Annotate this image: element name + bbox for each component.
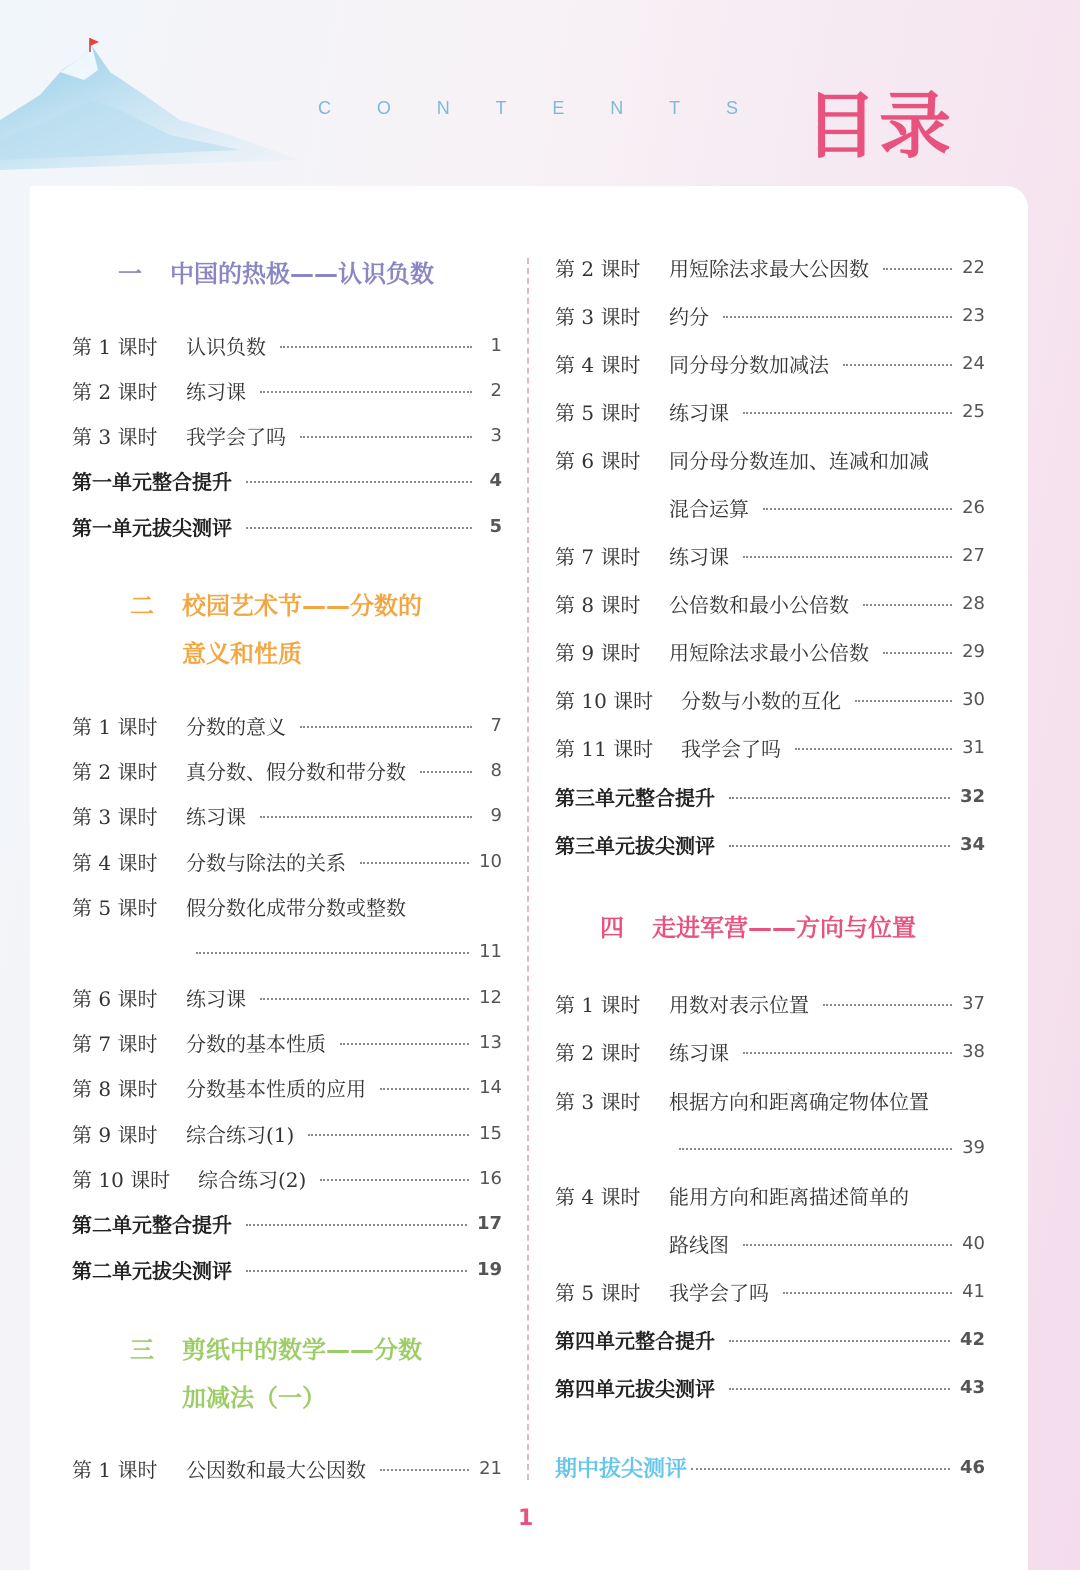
midterm-title: 期中拔尖测评 — [555, 1456, 688, 1482]
page-ref: 8 — [490, 759, 502, 781]
dot-leader — [883, 652, 952, 654]
lesson-title: 公倍数和最小公倍数 — [669, 592, 849, 617]
dot-leader — [246, 481, 472, 483]
toc-entry-wrapped[interactable] — [555, 1085, 985, 1115]
page-ref: 26 — [962, 496, 985, 518]
lesson-number: 第 10 课时 — [555, 688, 654, 713]
lesson-number: 第 2 课时 — [72, 759, 158, 784]
page-ref: 13 — [479, 1031, 502, 1053]
toc-entry-summary[interactable] — [72, 1208, 502, 1238]
page-ref: 34 — [959, 833, 985, 855]
lesson-number: 第 1 课时 — [72, 1457, 158, 1482]
lesson-title: 能用方向和距离描述简单的 — [669, 1184, 909, 1209]
unit-heading-1 — [118, 254, 434, 289]
toc-entry[interactable] — [72, 1163, 502, 1193]
dot-leader — [380, 1469, 469, 1471]
lesson-number: 第 3 课时 — [555, 1089, 641, 1114]
lesson-number: 第 8 课时 — [72, 1076, 158, 1101]
summary-title: 第一单元拔尖测评 — [72, 515, 232, 540]
dot-leader — [795, 748, 952, 750]
toc-entry[interactable] — [555, 540, 985, 570]
lesson-number: 第 7 课时 — [72, 1031, 158, 1056]
unit-title: 校园艺术节——分数的 — [182, 592, 422, 620]
toc-entry[interactable] — [555, 988, 985, 1018]
dot-leader — [729, 797, 950, 799]
lesson-number: 第 5 课时 — [555, 1280, 641, 1305]
dot-leader — [260, 391, 472, 393]
page-ref: 15 — [479, 1122, 502, 1144]
toc-entry[interactable] — [72, 710, 502, 740]
dot-leader — [360, 862, 469, 864]
unit-number: 二 — [130, 592, 154, 620]
dot-leader — [246, 1224, 467, 1226]
page-number: 1 — [518, 1506, 534, 1531]
dot-leader — [260, 998, 469, 1000]
contents-heading — [318, 98, 738, 119]
lesson-number: 第 6 课时 — [555, 448, 641, 473]
page-ref: 43 — [959, 1376, 985, 1398]
lesson-number: 第 7 课时 — [555, 544, 641, 569]
toc-entry-summary[interactable] — [555, 781, 985, 811]
toc-entry[interactable] — [555, 396, 985, 426]
lesson-title-line2: 路线图 — [669, 1232, 729, 1257]
toc-entry-midterm[interactable] — [555, 1452, 985, 1482]
toc-entry[interactable] — [72, 1118, 502, 1148]
page-ref: 11 — [479, 940, 502, 962]
page-ref: 19 — [476, 1258, 502, 1280]
page-ref: 40 — [962, 1232, 985, 1254]
toc-entry[interactable] — [555, 1276, 985, 1306]
unit-number: 三 — [130, 1336, 154, 1364]
dot-leader — [743, 1052, 952, 1054]
dot-leader — [691, 1468, 950, 1470]
toc-entry[interactable] — [72, 800, 502, 830]
contents-letter: N — [610, 98, 624, 118]
lesson-title: 分数的基本性质 — [186, 1031, 326, 1056]
summary-title: 第二单元拔尖测评 — [72, 1258, 232, 1283]
page-ref: 9 — [490, 804, 502, 826]
lesson-number: 第 1 课时 — [555, 992, 641, 1017]
toc-entry[interactable] — [72, 1072, 502, 1102]
page-ref: 31 — [962, 736, 985, 758]
lesson-title: 认识负数 — [186, 334, 266, 359]
lesson-title: 分数的意义 — [186, 714, 286, 739]
lesson-number: 第 4 课时 — [555, 1184, 641, 1209]
lesson-title: 练习课 — [669, 544, 729, 569]
page-ref: 21 — [479, 1457, 502, 1479]
lesson-number: 第 11 课时 — [555, 736, 654, 761]
page-ref: 2 — [490, 379, 502, 401]
dot-leader — [246, 1270, 467, 1272]
unit-title-line2: 加减法（一） — [182, 1384, 326, 1412]
unit-title: 剪纸中的数学——分数 — [182, 1336, 422, 1364]
toc-entry[interactable] — [72, 330, 502, 360]
lesson-title: 用短除法求最大公因数 — [669, 256, 869, 281]
dot-leader — [308, 1134, 469, 1136]
contents-letter: T — [669, 98, 681, 118]
lesson-number: 第 5 课时 — [555, 400, 641, 425]
page-title: 目录 — [805, 84, 954, 168]
unit-number: 四 — [600, 914, 624, 942]
toc-entry[interactable] — [72, 420, 502, 450]
lesson-title: 练习课 — [186, 379, 246, 404]
lesson-number: 第 8 课时 — [555, 592, 641, 617]
contents-letter: S — [725, 98, 738, 118]
dot-leader — [883, 268, 952, 270]
dot-leader — [855, 700, 952, 702]
dot-leader — [783, 1292, 952, 1294]
lesson-number: 第 2 课时 — [555, 1040, 641, 1065]
lesson-number: 第 3 课时 — [72, 424, 158, 449]
lesson-number: 第 3 课时 — [555, 304, 641, 329]
contents-letter: T — [495, 98, 507, 118]
toc-entry[interactable] — [72, 755, 502, 785]
page-ref: 30 — [962, 688, 985, 710]
page-ref: 12 — [479, 986, 502, 1008]
dot-leader — [679, 1148, 952, 1150]
toc-entry[interactable] — [555, 732, 985, 762]
page-ref: 7 — [490, 714, 502, 736]
lesson-number: 第 1 课时 — [72, 714, 158, 739]
toc-entry-wrapped[interactable] — [555, 444, 985, 474]
unit-number: 一 — [118, 260, 142, 288]
lesson-number: 第 6 课时 — [72, 986, 158, 1011]
dot-leader — [723, 316, 952, 318]
dot-leader — [743, 412, 952, 414]
page-ref: 1 — [490, 334, 502, 356]
dot-leader — [246, 527, 472, 529]
toc-entry[interactable] — [72, 846, 502, 876]
toc-entry[interactable] — [72, 375, 502, 405]
toc-entry-continuation[interactable] — [669, 1228, 985, 1258]
toc-entry-summary[interactable] — [72, 511, 502, 541]
contents-letter: N — [436, 98, 450, 118]
page-ref: 23 — [962, 304, 985, 326]
lesson-number: 第 9 课时 — [72, 1122, 158, 1147]
mountain-illustration — [0, 0, 340, 200]
toc-entry[interactable] — [72, 982, 502, 1012]
page-ref: 39 — [962, 1136, 985, 1158]
summary-title: 第四单元拔尖测评 — [555, 1376, 715, 1401]
toc-entry[interactable] — [555, 588, 985, 618]
unit-title-line2: 意义和性质 — [182, 640, 302, 668]
summary-title: 第三单元整合提升 — [555, 785, 715, 810]
lesson-number: 第 3 课时 — [72, 804, 158, 829]
toc-entry-continuation[interactable] — [669, 492, 985, 522]
dot-leader — [863, 604, 952, 606]
dot-leader — [196, 952, 469, 954]
dot-leader — [743, 556, 952, 558]
unit-title: 中国的热极——认识负数 — [170, 260, 434, 288]
toc-entry[interactable] — [555, 252, 985, 282]
page-ref: 16 — [479, 1167, 502, 1189]
toc-entry-summary[interactable] — [555, 1324, 985, 1354]
lesson-number: 第 2 课时 — [555, 256, 641, 281]
toc-entry-wrapped[interactable] — [555, 1180, 985, 1210]
lesson-title: 同分母分数加减法 — [669, 352, 829, 377]
dot-leader — [280, 346, 472, 348]
dot-leader — [260, 816, 472, 818]
page-ref: 46 — [959, 1456, 985, 1478]
unit-heading-2 — [130, 586, 422, 621]
lesson-title: 分数基本性质的应用 — [186, 1076, 366, 1101]
lesson-title: 用数对表示位置 — [669, 992, 809, 1017]
lesson-title: 真分数、假分数和带分数 — [186, 759, 406, 784]
page-ref: 28 — [962, 592, 985, 614]
dot-leader — [729, 845, 950, 847]
unit-heading-3 — [130, 1330, 422, 1365]
dot-leader — [843, 364, 952, 366]
dot-leader — [320, 1179, 469, 1181]
page-ref: 22 — [962, 256, 985, 278]
dot-leader — [743, 1244, 952, 1246]
summary-title: 第三单元拔尖测评 — [555, 833, 715, 858]
page-ref: 27 — [962, 544, 985, 566]
page-ref: 32 — [959, 785, 985, 807]
lesson-title: 我学会了吗 — [681, 736, 781, 761]
lesson-number: 第 10 课时 — [72, 1167, 171, 1192]
toc-entry-continuation[interactable] — [186, 936, 502, 966]
contents-letter: C — [318, 98, 331, 118]
page-ref: 42 — [959, 1328, 985, 1350]
lesson-number: 第 4 课时 — [72, 850, 158, 875]
toc-entry-summary[interactable] — [72, 1254, 502, 1284]
lesson-title: 用短除法求最小公倍数 — [669, 640, 869, 665]
page-ref: 29 — [962, 640, 985, 662]
summary-title: 第一单元整合提升 — [72, 469, 232, 494]
lesson-number: 第 1 课时 — [72, 334, 158, 359]
lesson-number: 第 2 课时 — [72, 379, 158, 404]
dot-leader — [823, 1004, 952, 1006]
toc-entry[interactable] — [555, 300, 985, 330]
toc-entry-continuation[interactable] — [669, 1132, 985, 1162]
lesson-title: 综合练习(2) — [198, 1167, 307, 1192]
lesson-title: 分数与除法的关系 — [186, 850, 346, 875]
lesson-number: 第 5 课时 — [72, 895, 158, 920]
page-ref: 5 — [489, 515, 502, 537]
flag-icon — [90, 38, 99, 46]
toc-entry[interactable] — [555, 684, 985, 714]
contents-letter: O — [376, 98, 391, 118]
page-ref: 37 — [962, 992, 985, 1014]
page-ref: 38 — [962, 1040, 985, 1062]
lesson-title: 约分 — [669, 304, 709, 329]
dot-leader — [380, 1088, 469, 1090]
dot-leader — [763, 508, 952, 510]
dot-leader — [300, 726, 472, 728]
page-ref: 14 — [479, 1076, 502, 1098]
column-divider — [527, 258, 529, 1480]
lesson-title: 练习课 — [669, 400, 729, 425]
lesson-title: 练习课 — [669, 1040, 729, 1065]
lesson-number: 第 9 课时 — [555, 640, 641, 665]
lesson-title: 同分母分数连加、连减和加减 — [669, 448, 929, 473]
toc-entry[interactable] — [555, 348, 985, 378]
contents-letter: E — [552, 98, 565, 118]
lesson-title: 根据方向和距离确定物体位置 — [669, 1089, 929, 1114]
lesson-title: 练习课 — [186, 804, 246, 829]
unit-heading-4 — [600, 908, 916, 943]
page-ref: 41 — [962, 1280, 985, 1302]
dot-leader — [729, 1388, 950, 1390]
page-ref: 10 — [479, 850, 502, 872]
dot-leader — [340, 1043, 469, 1045]
lesson-title: 练习课 — [186, 986, 246, 1011]
lesson-title-line2: 混合运算 — [669, 496, 749, 521]
page-ref: 17 — [476, 1212, 502, 1234]
lesson-title: 综合练习(1) — [186, 1122, 295, 1147]
lesson-title: 我学会了吗 — [186, 424, 286, 449]
dot-leader — [420, 771, 472, 773]
summary-title: 第二单元整合提升 — [72, 1212, 232, 1237]
lesson-title: 假分数化成带分数或整数 — [186, 895, 406, 920]
page-ref: 3 — [490, 424, 502, 446]
toc-entry-summary[interactable] — [72, 465, 502, 495]
dot-leader — [300, 436, 472, 438]
lesson-number: 第 4 课时 — [555, 352, 641, 377]
page-ref: 4 — [489, 469, 502, 491]
page-ref: 24 — [962, 352, 985, 374]
lesson-title: 公因数和最大公因数 — [186, 1457, 366, 1482]
toc-entry-wrapped[interactable] — [72, 891, 502, 921]
toc-entry[interactable] — [72, 1027, 502, 1057]
page-ref: 25 — [962, 400, 985, 422]
lesson-title: 分数与小数的互化 — [681, 688, 841, 713]
toc-entry[interactable] — [72, 1453, 502, 1483]
summary-title: 第四单元整合提升 — [555, 1328, 715, 1353]
lesson-title: 我学会了吗 — [669, 1280, 769, 1305]
toc-entry-summary[interactable] — [555, 1372, 985, 1402]
toc-entry-summary[interactable] — [555, 829, 985, 859]
unit-title: 走进军营——方向与位置 — [652, 914, 916, 942]
dot-leader — [729, 1340, 950, 1342]
toc-entry[interactable] — [555, 1036, 985, 1066]
toc-entry[interactable] — [555, 636, 985, 666]
